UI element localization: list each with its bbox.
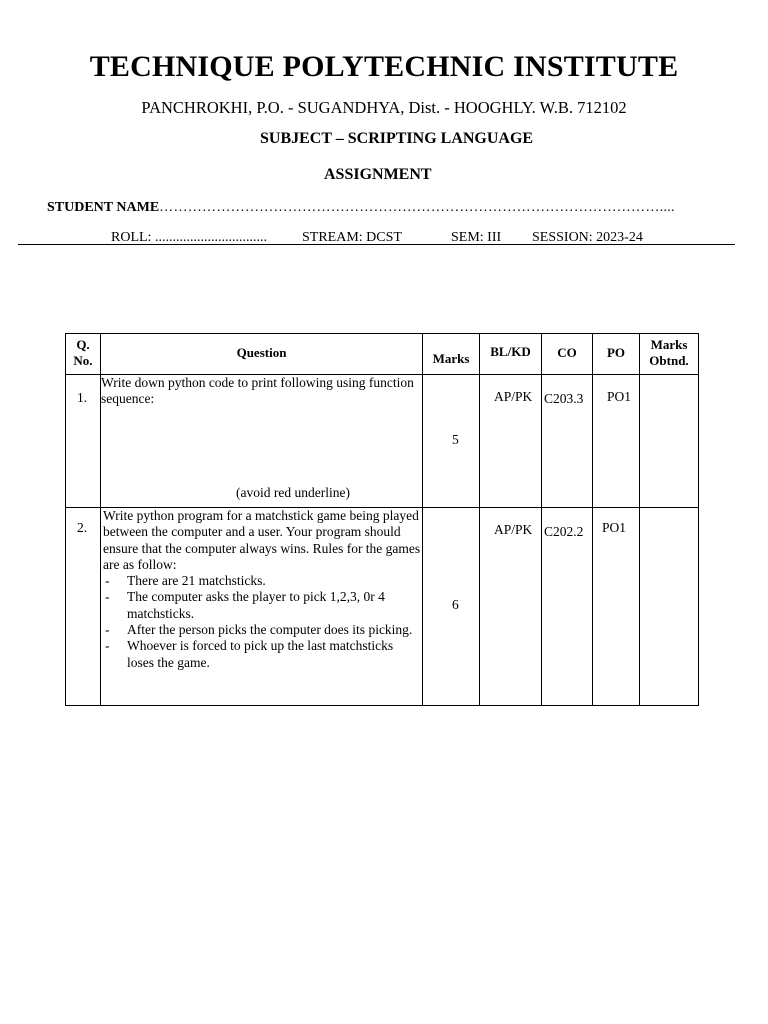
- table-row: [66, 375, 699, 508]
- questions-table: [65, 333, 699, 706]
- rule-bullet: - There are 21 matchsticks.: [105, 573, 266, 589]
- question-note: (avoid red underline): [236, 485, 350, 500]
- roll-field: ROLL: ................................: [111, 230, 267, 245]
- header-po: PO: [593, 334, 640, 375]
- question-text: Write python program for a matchstick game being played between the computer and a user. Your program should ensure that the computer always wins. Rules for the games are as follow:: [103, 508, 421, 572]
- co-cell: C203.3: [542, 375, 593, 508]
- po-cell: PO1: [593, 375, 640, 508]
- rule-bullet: - Whoever is forced to pick up the last matchsticks loses the game.: [105, 638, 394, 670]
- institute-title: TECHNIQUE POLYTECHNIC INSTITUTE: [89, 50, 679, 83]
- table-row: [66, 508, 699, 706]
- header-co: CO: [542, 334, 593, 375]
- blkd-cell: AP/PK: [480, 375, 542, 508]
- table-header-row: [66, 334, 699, 375]
- student-name-blank: ……………………………………………………………………………………………....: [159, 200, 675, 215]
- marks-cell: 6: [423, 508, 480, 706]
- student-name-label: STUDENT NAME: [47, 200, 160, 215]
- question-cell: [101, 375, 423, 508]
- assignment-heading: ASSIGNMENT: [324, 166, 432, 183]
- question-text: Write down python code to print following using function sequence:: [101, 375, 414, 407]
- header-question: Question: [101, 334, 423, 375]
- marks-obtained-cell[interactable]: [640, 375, 699, 508]
- question-cell: [101, 508, 423, 706]
- sem-field: SEM: III: [451, 230, 502, 245]
- subject-heading: SUBJECT – SCRIPTING LANGUAGE: [260, 130, 534, 147]
- rule-bullet: - After the person picks the computer does its picking.: [105, 622, 413, 638]
- rule-bullet: - The computer asks the player to pick 1,2,3, 0r 4 matchsticks.: [105, 589, 385, 621]
- po-cell: PO1: [593, 508, 640, 706]
- marks-obtained-cell[interactable]: [640, 508, 699, 706]
- header-qno: Q. No.: [66, 334, 101, 375]
- row-number: 1.: [66, 375, 101, 508]
- header-marks: Marks: [423, 334, 480, 375]
- session-field: SESSION: 2023-24: [532, 230, 643, 245]
- header-marks-obtained: Marks Obtnd.: [640, 334, 699, 375]
- co-cell: C202.2: [542, 508, 593, 706]
- student-name-line: [47, 200, 675, 216]
- marks-cell: 5: [423, 375, 480, 508]
- header-blkd: BL/KD: [480, 334, 542, 375]
- blkd-cell: AP/PK: [480, 508, 542, 706]
- institute-address: PANCHROKHI, P.O. - SUGANDHYA, Dist. - HOOGHLY. W.B. 712102: [141, 98, 627, 117]
- stream-field: STREAM: DCST: [302, 230, 402, 245]
- header-divider: [18, 244, 735, 245]
- row-number: 2.: [66, 508, 101, 706]
